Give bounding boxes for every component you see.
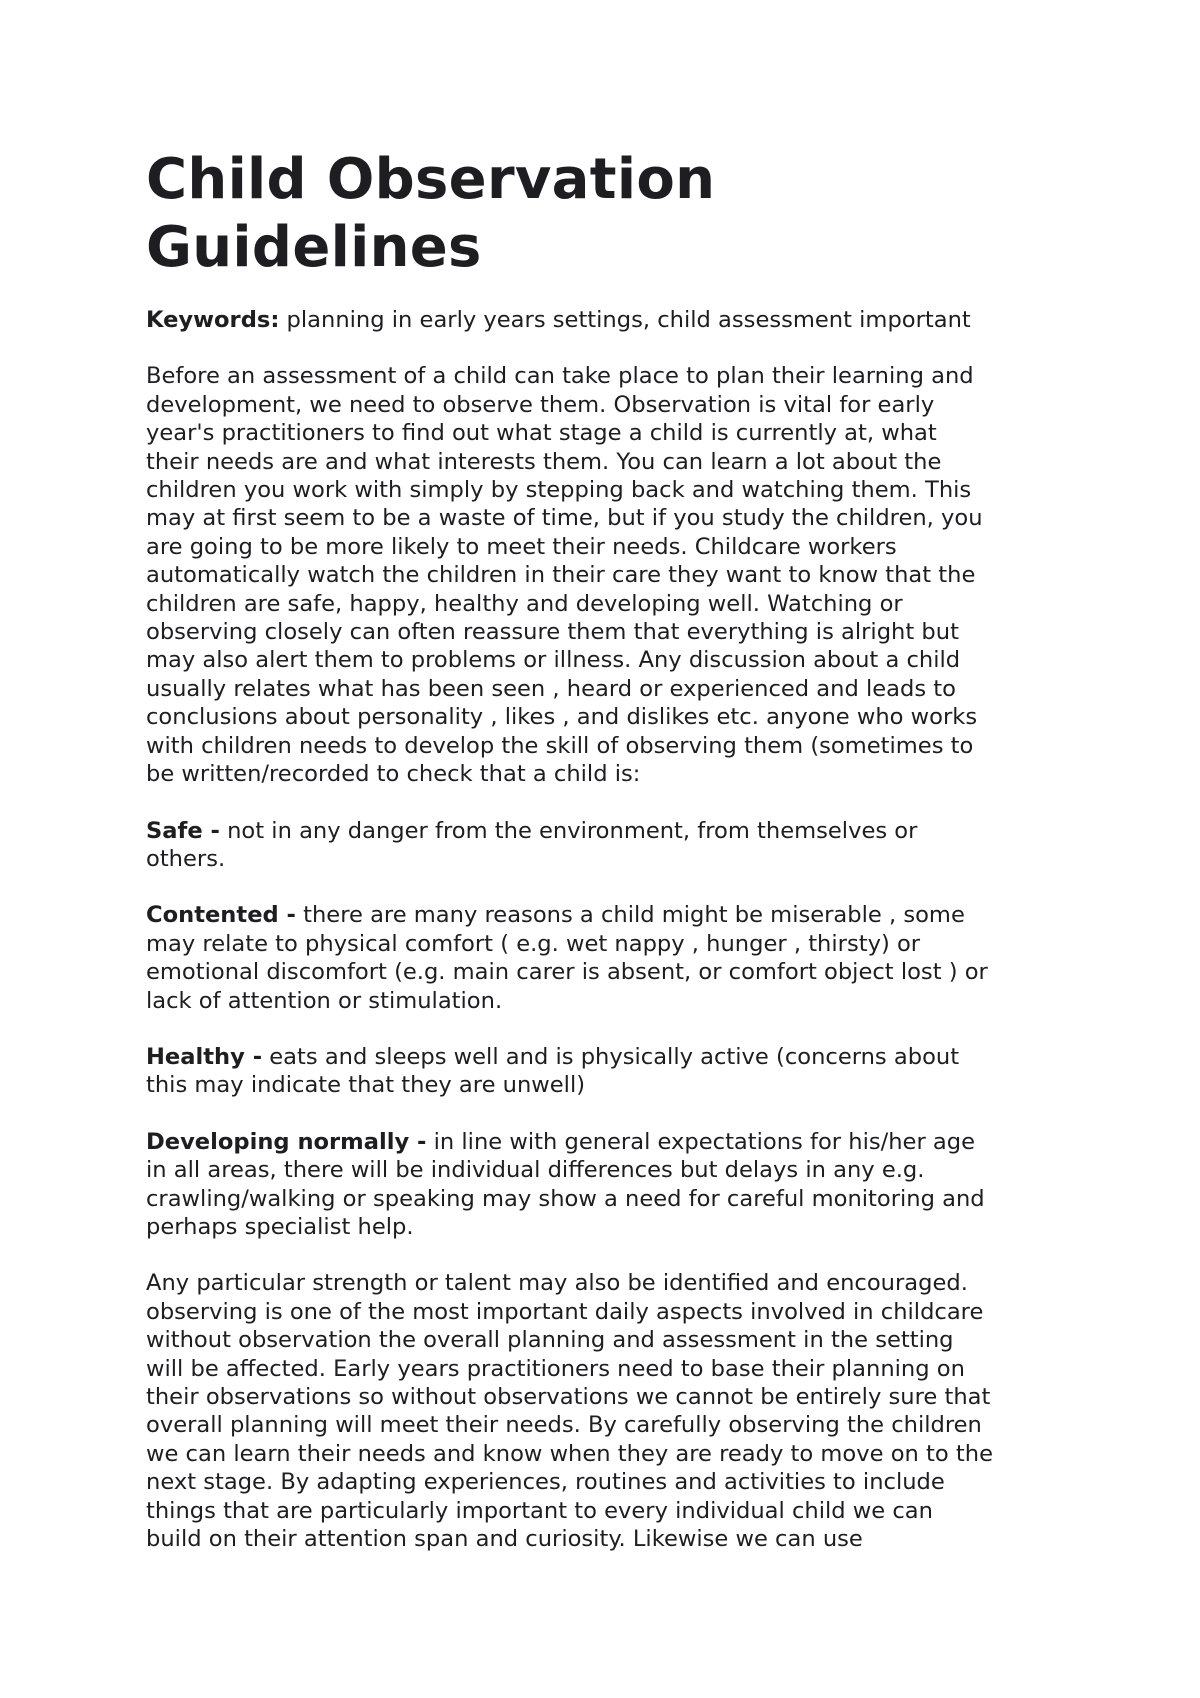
document-title: Child Observation Guidelines	[146, 147, 716, 280]
term-label: Contented -	[146, 902, 296, 929]
closing-paragraph: Any particular strength or talent may also be identified and encouraged. observing is one of the most important daily aspects involved in childcare without observation the overall planning and assessment in the setting will be affected. Early years practitioners need to base their planning on their observations so without observations we cannot be entirely sure that overall planning will meet their needs. By carefully observing the children we can learn their needs and know when they are ready to move on to the next stage. By adapting experiences, routines and activities to include things that are particularly important to every individual child we can build on their attention span and curiosity. Likewise we can use	[146, 1270, 993, 1553]
term-developing-normally	[146, 1128, 1066, 1242]
keywords-line	[146, 306, 1066, 334]
term-label: Developing normally -	[146, 1128, 427, 1155]
term-healthy	[146, 1043, 1066, 1100]
term-safe	[146, 817, 1066, 874]
term-label: Healthy -	[146, 1043, 263, 1070]
term-description: in line with general expectations for his/her age in all areas, there will be individual differences but delays in any e.g. crawling/walking or speaking may show a need for careful monitoring and perhaps specialist help.	[146, 1128, 985, 1240]
term-description: there are many reasons a child might be miserable , some may relate to physical comfort ( e.g. wet nappy , hunger , thirsty) or emotional discomfort (e.g. main carer is absent, or comfort object lost ) or lack of attention or stimulation.	[146, 902, 988, 1014]
term-contented	[146, 901, 1066, 1015]
keywords-label: Keywords:	[146, 307, 280, 333]
term-description: eats and sleeps well and is physically active (concerns about this may indicate that they are unwell)	[146, 1043, 960, 1099]
intro-paragraph: Before an assessment of a child can take place to plan their learning and development, we need to observe them. Observation is vital for early year's practitioners to find out what stage a child is currently at, what their needs are and what interests them. You can learn a lot about the children you work with simply by stepping back and watching them. This may at first seem to be a waste of time, but if you study the children, you are going to be more likely to meet their needs. Childcare workers automatically watch the children in their care they want to know that the children are safe, happy, healthy and developing well. Watching or observing closely can often reassure them that everything is alright but may also alert them to problems or illness. Any discussion about a child usually relates what has been seen , heard or experienced and leads to conclusions about personality , likes , and dislikes etc. anyone who works with children needs to develop the skill of observing them (sometimes to be written/recorded to check that a child is:	[146, 363, 983, 788]
term-label: Safe -	[146, 817, 220, 844]
term-description: not in any danger from the environment, from themselves or others.	[146, 817, 918, 872]
keywords-text: planning in early years settings, child assessment important	[279, 307, 971, 333]
